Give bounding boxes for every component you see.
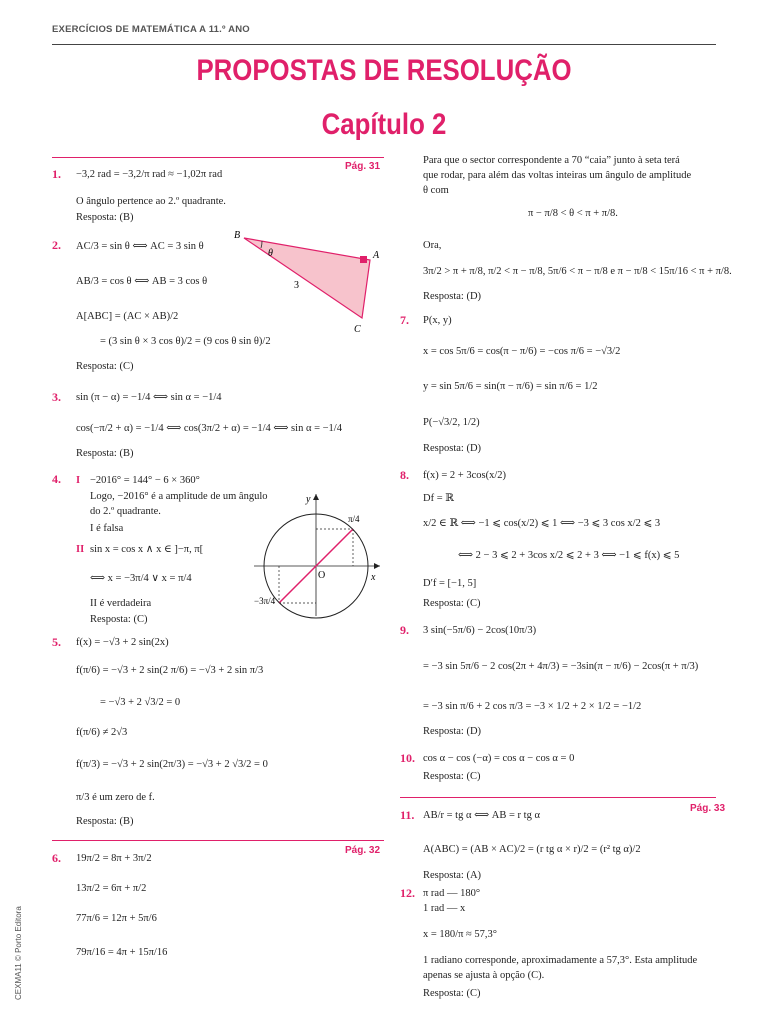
exercise-line: = −3 sin π/6 + 2 cos π/3 = −3 × 1/2 + 2 × 1/2 = −1/2: [423, 701, 642, 712]
exercise-line: f(π/6) ≠ 2√3: [76, 727, 128, 738]
exercise-line: AC/3 = sin θ ⟺ AC = 3 sin θ: [76, 241, 204, 252]
exercise-number: 8.: [400, 468, 409, 482]
origin-label: O: [318, 570, 326, 581]
angle-label-pi-4: π/4: [348, 514, 360, 524]
intro-line: π − π/8 < θ < π + π/8.: [528, 208, 618, 219]
y-axis-label: y: [306, 494, 311, 505]
exercise-line: 19π/2 = 8π + 3π/2: [76, 853, 152, 864]
answer: Resposta: (C): [90, 614, 148, 625]
angle-label-minus-3pi-4: −3π/4: [254, 596, 276, 606]
exercise-line: II é verdadeira: [90, 598, 152, 609]
exercise-line: I é falsa: [90, 523, 124, 534]
intro-line: que rodar, para além das voltas inteiras um ângulo de amplitude: [423, 170, 692, 181]
x-axis-label: x: [371, 572, 376, 583]
exercise-line: 1 radiano corresponde, aproximadamente a 57,3°. Esta amplitude: [423, 955, 698, 966]
answer: Resposta: (C): [76, 361, 134, 372]
item-label-i: I: [76, 475, 81, 486]
exercise-line: π/3 é um zero de f.: [76, 792, 155, 803]
exercise-line: O ângulo pertence ao 2.º quadrante.: [76, 196, 226, 207]
exercise-line: A(ABC) = (AB × AC)/2 = (r tg α × r)/2 = (r² tg α)/2: [423, 844, 641, 855]
page-ref: Pág. 32: [345, 845, 381, 856]
exercise-line: 13π/2 = 6π + π/2: [76, 883, 147, 894]
vertex-label-c: C: [354, 324, 361, 335]
exercise-number: 1.: [52, 167, 61, 181]
exercise-number: 3.: [52, 390, 61, 404]
answer: Resposta: (C): [423, 771, 481, 782]
exercise-number: 10.: [400, 751, 415, 765]
exercise-line: y = sin 5π/6 = sin(π − π/6) = sin π/6 = 1/2: [423, 381, 598, 392]
intro-line: Ora,: [423, 240, 442, 251]
triangle-shape: [244, 238, 370, 318]
answer: Resposta: (B): [76, 448, 134, 459]
x-axis-arrow: [374, 563, 380, 569]
exercise-line: cos(−π/2 + α) = −1/4 ⟺ cos(3π/2 + α) = −1/4 ⟺ sin α = −1/4: [76, 423, 342, 434]
triangle-figure: [228, 226, 388, 338]
right-angle-mark: [360, 256, 367, 263]
exercise-number: 5.: [52, 635, 61, 649]
page-ref: Pág. 31: [345, 161, 381, 172]
answer: Resposta: (B): [76, 816, 134, 827]
exercise-line: = −√3 + 2 √3/2 = 0: [100, 697, 181, 708]
section-rule: [52, 840, 384, 841]
vertex-label-b: B: [234, 230, 241, 241]
intro-line: 3π/2 > π + π/8, π/2 < π − π/8, 5π/6 < π − π/8 e π − π/8 < 15π/16 < π + π/8.: [423, 266, 732, 277]
answer: Resposta: (B): [76, 212, 134, 223]
exercise-line: A[ABC] = (AC × AB)/2: [76, 311, 179, 322]
angle-label-theta: θ: [268, 248, 273, 259]
exercise-line: x = cos 5π/6 = cos(π − π/6) = −cos π/6 = −√3/2: [423, 346, 621, 357]
answer: Resposta: (A): [423, 870, 482, 881]
exercise-line: f(π/3) = −√3 + 2 sin(2π/3) = −√3 + 2 √3/2 = 0: [76, 759, 268, 770]
exercise-line: sin x = cos x ∧ x ∈ ]−π, π[: [90, 544, 204, 555]
exercise-line: ⟺ 2 − 3 ⩽ 2 + 3cos x/2 ⩽ 2 + 3 ⟺ −1 ⩽ f(x) ⩽ 5: [458, 550, 680, 561]
exercise-line: sin (π − α) = −1/4 ⟺ sin α = −1/4: [76, 392, 222, 403]
exercise-line: x = 180/π ≈ 57,3°: [423, 929, 497, 940]
answer: Resposta: (D): [423, 291, 482, 302]
exercise-line: ⟺ x = −3π/4 ∨ x = π/4: [90, 573, 192, 584]
exercise-line: P(−√3/2, 1/2): [423, 417, 480, 428]
exercise-line: π rad — 180°: [423, 888, 481, 899]
answer: Resposta: (D): [423, 726, 482, 737]
exercise-line: −2016° = 144° − 6 × 360°: [90, 475, 200, 486]
exercise-number: 2.: [52, 238, 61, 252]
book-header: EXERCÍCIOS DE MATEMÁTICA A 11.º ANO: [52, 24, 250, 35]
exercise-line: Logo, −2016° é a amplitude de um ângulo: [90, 491, 268, 502]
exercise-line: = (3 sin θ × 3 cos θ)/2 = (9 cos θ sin θ)/2: [100, 336, 271, 347]
exercise-line: −3,2 rad = −3,2/π rad ≈ −1,02π rad: [76, 169, 223, 180]
exercise-number: 12.: [400, 886, 415, 900]
item-label-ii: II: [76, 544, 85, 555]
exercise-line: Df = ℝ: [423, 493, 454, 504]
exercise-number: 11.: [400, 808, 415, 822]
intro-line: θ com: [423, 185, 449, 196]
vertex-label-a: A: [373, 250, 380, 261]
side-length-label: 3: [294, 280, 299, 291]
unit-circle-figure: [250, 488, 386, 620]
exercise-line: AB/r = tg α ⟺ AB = r tg α: [423, 810, 540, 821]
answer: Resposta: (C): [423, 988, 481, 999]
header-rule: [52, 44, 716, 45]
exercise-line: 3 sin(−5π/6) − 2cos(10π/3): [423, 625, 537, 636]
exercise-line: AB/3 = cos θ ⟺ AB = 3 cos θ: [76, 276, 208, 287]
chapter-title: Capítulo 2: [321, 108, 447, 141]
answer: Resposta: (C): [423, 598, 481, 609]
answer: Resposta: (D): [423, 443, 482, 454]
exercise-line: P(x, y): [423, 315, 452, 326]
page-title: PROPOSTAS DE RESOLUÇÃO: [196, 54, 572, 87]
exercise-number: 7.: [400, 313, 409, 327]
section-rule: [52, 157, 384, 158]
exercise-line: x/2 ∈ ℝ ⟺ −1 ⩽ cos(x/2) ⩽ 1 ⟺ −3 ⩽ 3 cos x/2 ⩽ 3: [423, 518, 661, 529]
exercise-line: 1 rad — x: [423, 903, 466, 914]
exercise-line: cos α − cos (−α) = cos α − cos α = 0: [423, 753, 575, 764]
exercise-number: 9.: [400, 623, 409, 637]
exercise-line: f(x) = 2 + 3cos(x/2): [423, 470, 506, 481]
exercise-line: 79π/16 = 4π + 15π/16: [76, 947, 168, 958]
y-axis-arrow: [313, 494, 319, 500]
side-credit: CEXMA11 © Porto Editora: [14, 906, 23, 1000]
exercise-number: 6.: [52, 851, 61, 865]
page-ref: Pág. 33: [690, 803, 726, 814]
exercise-line: D′f = [−1, 5]: [423, 578, 477, 589]
exercise-line: 77π/6 = 12π + 5π/6: [76, 913, 157, 924]
exercise-line: apenas se ajusta à opção (C).: [423, 970, 545, 981]
exercise-line: do 2.º quadrante.: [90, 506, 161, 517]
exercise-line: = −3 sin 5π/6 − 2 cos(2π + 4π/3) = −3sin(π − π/6) − 2cos(π + π/3): [423, 661, 699, 672]
section-rule: [400, 797, 716, 798]
exercise-number: 4.: [52, 472, 61, 486]
exercise-line: f(x) = −√3 + 2 sin(2x): [76, 637, 169, 648]
exercise-line: f(π/6) = −√3 + 2 sin(2 π/6) = −√3 + 2 sin π/3: [76, 665, 264, 676]
intro-line: Para que o sector correspondente a 70 “caia” junto à seta terá: [423, 155, 680, 166]
